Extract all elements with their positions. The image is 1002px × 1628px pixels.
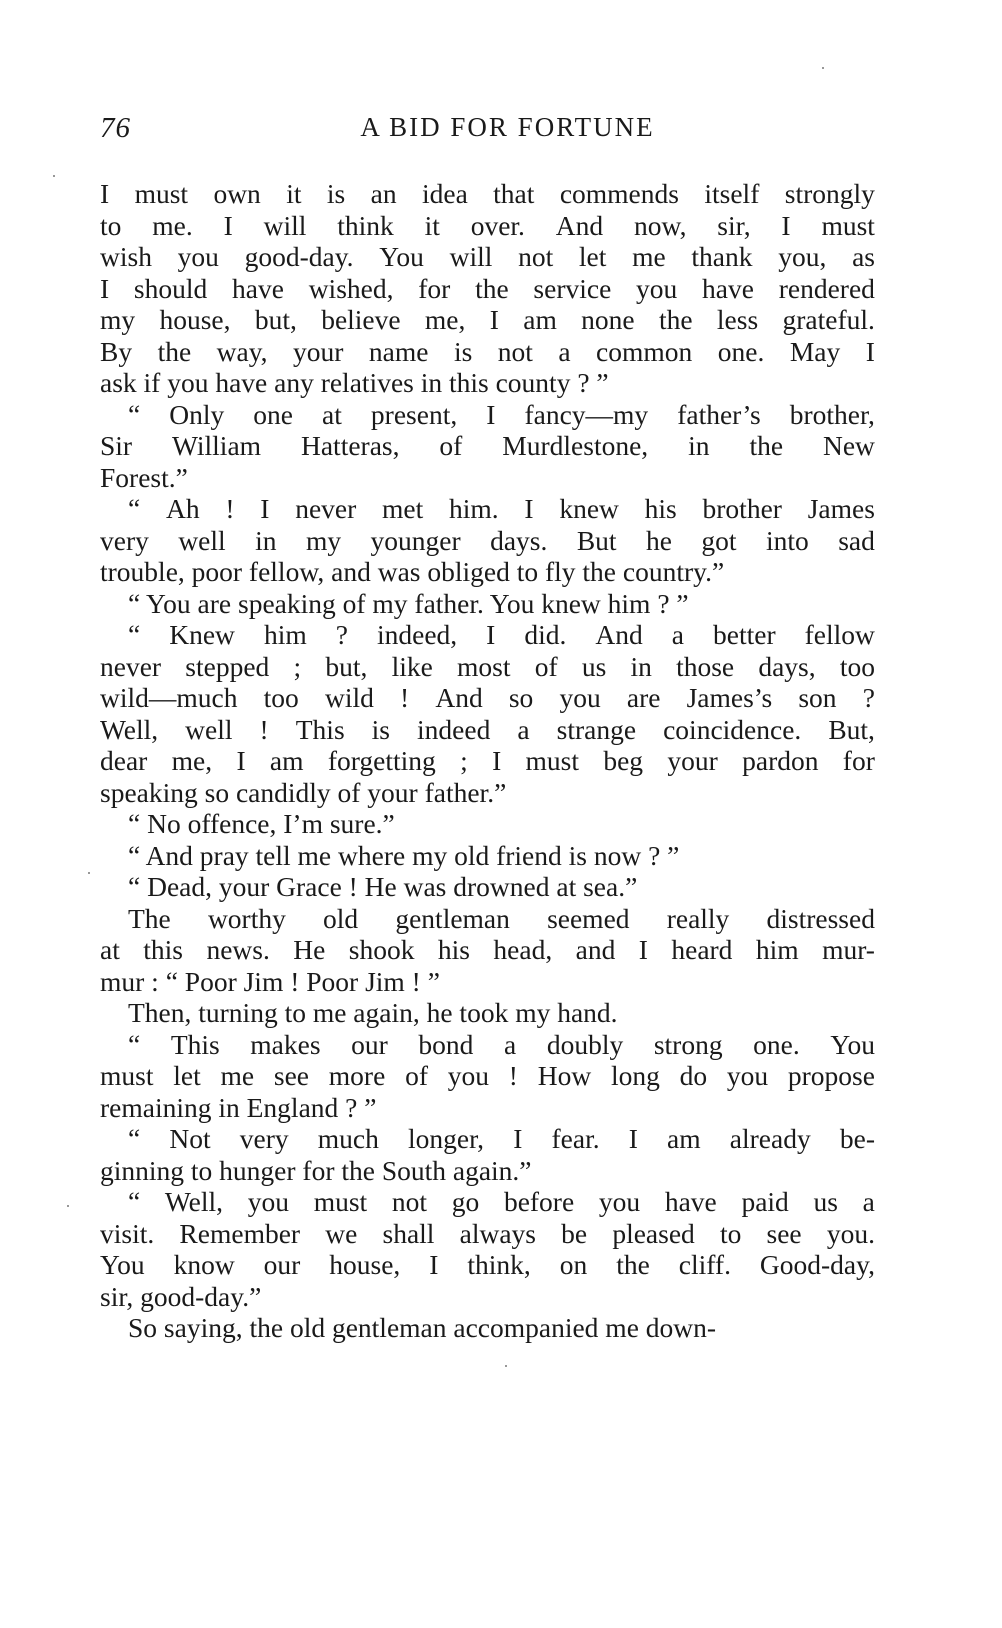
text-line: “ You are speaking of my father. You knew him ? ”: [128, 587, 689, 619]
text-line: remaining in England ? ”: [100, 1091, 377, 1123]
scan-speck: [53, 175, 55, 177]
text-line: trouble, poor fellow, and was obliged to fly the country.”: [100, 556, 725, 587]
text-line: wish you good-day. You will not let me thank you, as: [100, 241, 875, 272]
text-line: my house, but, believe me, I am none the less grateful.: [100, 304, 875, 335]
body-text: [100, 178, 875, 1344]
text-line: to me. I will think it over. And now, sir, I must: [100, 209, 875, 241]
text-line: I must own it is an idea that commends itself strongly: [100, 178, 875, 209]
text-line: Forest.”: [100, 461, 188, 493]
page-number: 76: [100, 112, 131, 144]
text-line: Then, turning to me again, he took my hand.: [128, 997, 618, 1028]
text-line: ask if you have any relatives in this county ? ”: [100, 367, 609, 398]
text-line: visit. Remember we shall always be pleased to see you.: [100, 1217, 875, 1249]
text-line: The worthy old gentleman seemed really distressed: [128, 902, 875, 934]
scan-speck: [67, 1205, 69, 1207]
running-title: A BID FOR FORTUNE: [360, 112, 655, 142]
text-line: dear me, I am forgetting ; I must beg your pardon for: [100, 745, 875, 776]
text-line: Well, well ! This is indeed a strange coincidence. But,: [100, 713, 875, 745]
scan-speck: [505, 1365, 507, 1367]
text-line: wild—much too wild ! And so you are James’s son ?: [100, 682, 875, 713]
text-line: “ Not very much longer, I fear. I am already be-: [128, 1123, 875, 1154]
text-line: I should have wished, for the service you have rendered: [100, 272, 875, 304]
text-line: “ This makes our bond a doubly strong one. You: [128, 1028, 875, 1060]
text-line: By the way, your name is not a common one. May I: [100, 335, 875, 367]
text-line: sir, good-day.”: [100, 1280, 262, 1312]
scan-speck: [822, 67, 824, 69]
text-line: “ No offence, I’m sure.”: [128, 808, 395, 839]
text-line: must let me see more of you ! How long do you propose: [100, 1060, 875, 1091]
text-line: So saying, the old gentleman accompanied me down-: [128, 1312, 717, 1343]
text-line: never stepped ; but, like most of us in those days, too: [100, 650, 875, 682]
text-line: Sir William Hatteras, of Murdlestone, in the New: [100, 430, 875, 461]
page-header: [100, 112, 875, 152]
text-line: “ Well, you must not go before you have paid us a: [128, 1186, 875, 1217]
text-line: at this news. He shook his head, and I heard him mur-: [100, 934, 875, 965]
text-line: mur : “ Poor Jim ! Poor Jim ! ”: [100, 965, 440, 997]
text-line: “ Only one at present, I fancy—my father’s brother,: [128, 398, 875, 430]
text-line: You know our house, I think, on the cliff. Good-day,: [100, 1249, 875, 1280]
scan-speck: [88, 872, 90, 874]
text-line: “ Dead, your Grace ! He was drowned at sea.”: [128, 871, 638, 902]
text-line: very well in my younger days. But he got into sad: [100, 524, 875, 556]
text-line: “ Ah ! I never met him. I knew his brother James: [128, 493, 875, 524]
text-line: ginning to hunger for the South again.”: [100, 1154, 532, 1186]
text-line: “ And pray tell me where my old friend is now ? ”: [128, 839, 680, 871]
text-line: speaking so candidly of your father.”: [100, 776, 507, 808]
text-line: “ Knew him ? indeed, I did. And a better fellow: [128, 619, 875, 650]
